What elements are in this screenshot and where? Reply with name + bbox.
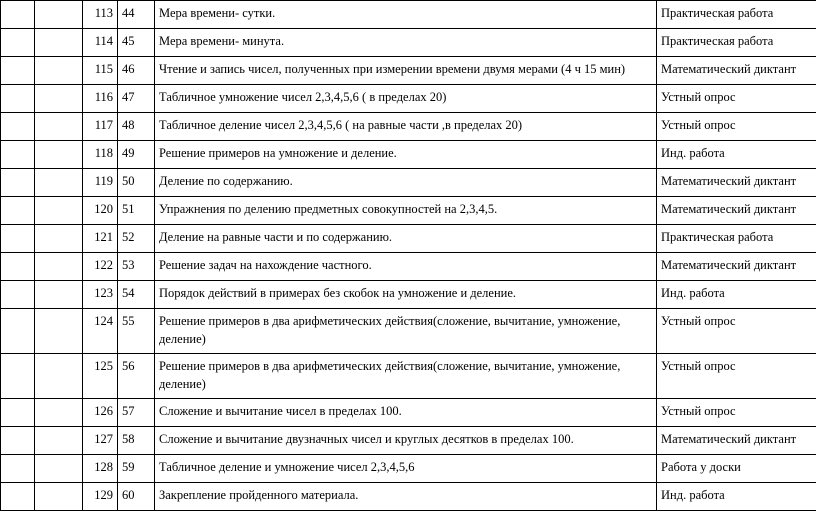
blank-cell [35, 1, 83, 29]
hour-number-cell: 53 [118, 253, 155, 281]
lesson-number-cell: 125 [83, 354, 118, 399]
lesson-plan-body [1, 1, 816, 511]
lesson-number-cell: 128 [83, 455, 118, 483]
hour-number-cell: 59 [118, 455, 155, 483]
blank-cell [35, 354, 83, 399]
topic-cell: Закрепление пройденного материала. [155, 483, 657, 511]
hour-number-cell: 56 [118, 354, 155, 399]
table-row [1, 455, 816, 483]
hour-number-cell: 50 [118, 169, 155, 197]
blank-cell [1, 399, 35, 427]
control-form-cell: Математический диктант [657, 197, 816, 225]
blank-cell [1, 427, 35, 455]
hour-number-cell: 49 [118, 141, 155, 169]
control-form-cell: Устный опрос [657, 85, 816, 113]
lesson-number-cell: 119 [83, 169, 118, 197]
hour-number-cell: 46 [118, 57, 155, 85]
blank-cell [1, 309, 35, 354]
hour-number-cell: 55 [118, 309, 155, 354]
topic-cell: Решение примеров в два арифметических действия(сложение, вычитание, умножение, деление) [155, 309, 657, 354]
blank-cell [1, 29, 35, 57]
topic-cell: Табличное умножение чисел 2,3,4,5,6 ( в пределах 20) [155, 85, 657, 113]
blank-cell [35, 29, 83, 57]
blank-cell [1, 57, 35, 85]
lesson-number-cell: 113 [83, 1, 118, 29]
blank-cell [35, 309, 83, 354]
topic-cell: Упражнения по делению предметных совокупностей на 2,3,4,5. [155, 197, 657, 225]
hour-number-cell: 48 [118, 113, 155, 141]
blank-cell [35, 169, 83, 197]
table-row [1, 85, 816, 113]
blank-cell [1, 281, 35, 309]
table-row [1, 141, 816, 169]
topic-cell: Сложение и вычитание чисел в пределах 100. [155, 399, 657, 427]
table-row [1, 197, 816, 225]
control-form-cell: Практическая работа [657, 225, 816, 253]
blank-cell [35, 113, 83, 141]
hour-number-cell: 58 [118, 427, 155, 455]
control-form-cell: Математический диктант [657, 169, 816, 197]
table-row [1, 169, 816, 197]
lesson-number-cell: 117 [83, 113, 118, 141]
blank-cell [1, 197, 35, 225]
lesson-number-cell: 121 [83, 225, 118, 253]
table-row [1, 29, 816, 57]
control-form-cell: Практическая работа [657, 1, 816, 29]
topic-cell: Порядок действий в примерах без скобок на умножение и деление. [155, 281, 657, 309]
control-form-cell: Устный опрос [657, 399, 816, 427]
topic-cell: Табличное деление и умножение чисел 2,3,4,5,6 [155, 455, 657, 483]
topic-cell: Решение примеров в два арифметических действия(сложение, вычитание, умножение, деление) [155, 354, 657, 399]
lesson-number-cell: 116 [83, 85, 118, 113]
blank-cell [1, 85, 35, 113]
hour-number-cell: 44 [118, 1, 155, 29]
blank-cell [1, 113, 35, 141]
blank-cell [1, 455, 35, 483]
lesson-number-cell: 114 [83, 29, 118, 57]
lesson-number-cell: 118 [83, 141, 118, 169]
blank-cell [35, 85, 83, 113]
table-row [1, 483, 816, 511]
blank-cell [35, 281, 83, 309]
hour-number-cell: 47 [118, 85, 155, 113]
table-row [1, 354, 816, 399]
blank-cell [35, 253, 83, 281]
topic-cell: Сложение и вычитание двузначных чисел и круглых десятков в пределах 100. [155, 427, 657, 455]
blank-cell [35, 483, 83, 511]
topic-cell: Табличное деление чисел 2,3,4,5,6 ( на равные части ,в пределах 20) [155, 113, 657, 141]
table-row [1, 225, 816, 253]
control-form-cell: Практическая работа [657, 29, 816, 57]
blank-cell [1, 483, 35, 511]
lesson-number-cell: 127 [83, 427, 118, 455]
hour-number-cell: 52 [118, 225, 155, 253]
table-row [1, 399, 816, 427]
table-row [1, 281, 816, 309]
table-row [1, 309, 816, 354]
topic-cell: Решение задач на нахождение частного. [155, 253, 657, 281]
lesson-number-cell: 122 [83, 253, 118, 281]
blank-cell [35, 141, 83, 169]
control-form-cell: Работа у доски [657, 455, 816, 483]
control-form-cell: Инд. работа [657, 281, 816, 309]
control-form-cell: Устный опрос [657, 309, 816, 354]
topic-cell: Чтение и запись чисел, полученных при измерении времени двумя мерами (4 ч 15 мин) [155, 57, 657, 85]
topic-cell: Решение примеров на умножение и деление. [155, 141, 657, 169]
blank-cell [1, 1, 35, 29]
topic-cell: Мера времени- минута. [155, 29, 657, 57]
blank-cell [1, 141, 35, 169]
hour-number-cell: 45 [118, 29, 155, 57]
control-form-cell: Устный опрос [657, 354, 816, 399]
table-row [1, 113, 816, 141]
table-row [1, 1, 816, 29]
hour-number-cell: 57 [118, 399, 155, 427]
control-form-cell: Инд. работа [657, 483, 816, 511]
hour-number-cell: 60 [118, 483, 155, 511]
lesson-number-cell: 123 [83, 281, 118, 309]
control-form-cell: Инд. работа [657, 141, 816, 169]
blank-cell [35, 427, 83, 455]
lesson-number-cell: 120 [83, 197, 118, 225]
topic-cell: Деление по содержанию. [155, 169, 657, 197]
blank-cell [35, 57, 83, 85]
lesson-number-cell: 126 [83, 399, 118, 427]
lesson-number-cell: 115 [83, 57, 118, 85]
blank-cell [1, 225, 35, 253]
hour-number-cell: 51 [118, 197, 155, 225]
table-row [1, 57, 816, 85]
blank-cell [35, 225, 83, 253]
topic-cell: Деление на равные части и по содержанию. [155, 225, 657, 253]
lesson-number-cell: 124 [83, 309, 118, 354]
blank-cell [35, 455, 83, 483]
hour-number-cell: 54 [118, 281, 155, 309]
blank-cell [1, 169, 35, 197]
topic-cell: Мера времени- сутки. [155, 1, 657, 29]
control-form-cell: Математический диктант [657, 57, 816, 85]
blank-cell [35, 399, 83, 427]
blank-cell [35, 197, 83, 225]
table-row [1, 427, 816, 455]
blank-cell [1, 253, 35, 281]
blank-cell [1, 354, 35, 399]
control-form-cell: Устный опрос [657, 113, 816, 141]
control-form-cell: Математический диктант [657, 427, 816, 455]
control-form-cell: Математический диктант [657, 253, 816, 281]
table-row [1, 253, 816, 281]
lesson-number-cell: 129 [83, 483, 118, 511]
